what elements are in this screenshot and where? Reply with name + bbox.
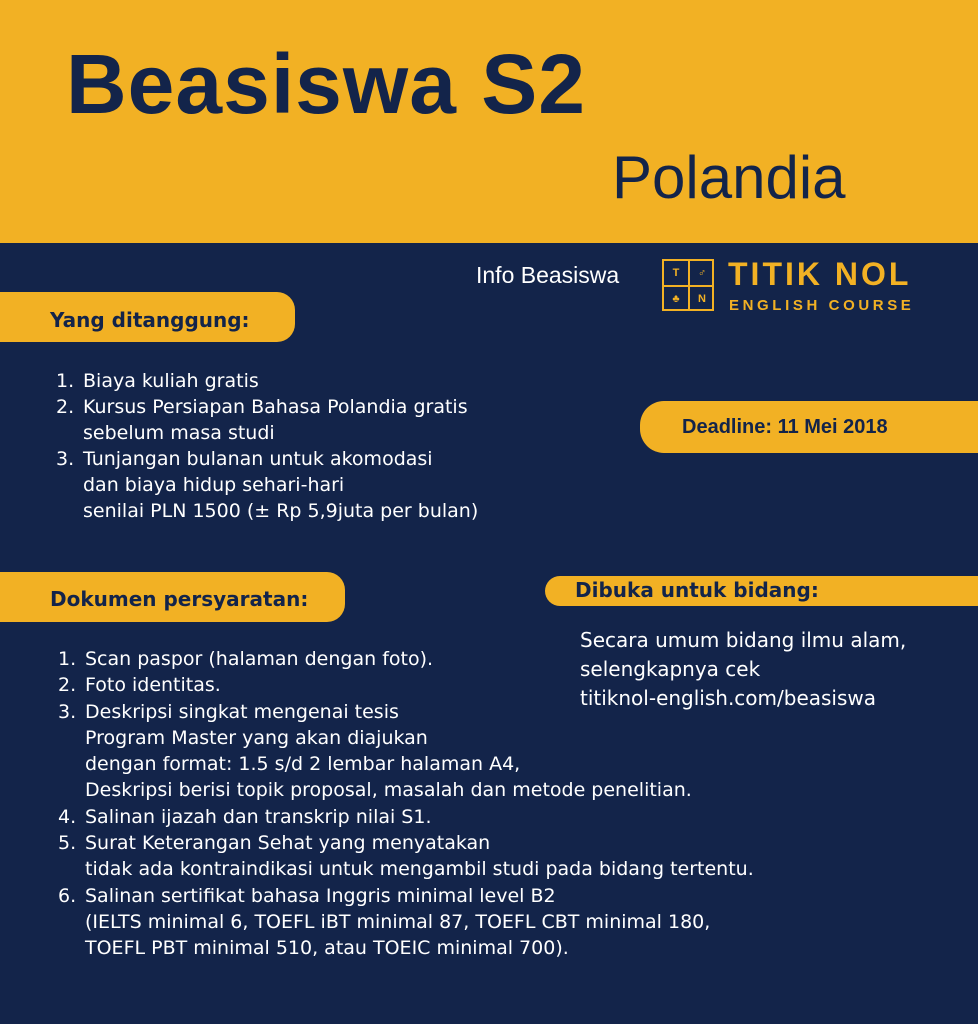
list-item-number: 1. bbox=[58, 648, 77, 670]
list-item-text: Kursus Persiapan Bahasa Polandia gratis bbox=[83, 396, 468, 418]
list-item bbox=[58, 804, 754, 830]
deadline-badge: Deadline: 11 Mei 2018 bbox=[640, 401, 978, 453]
list-item-text: Tunjangan bulanan untuk akomodasi bbox=[83, 448, 433, 470]
dokumen-heading: Dokumen persyaratan: bbox=[0, 572, 345, 622]
logo-cell: ♣ bbox=[672, 293, 680, 305]
list-item-number: 2. bbox=[56, 396, 75, 418]
list-item-text: Foto identitas. bbox=[85, 674, 221, 697]
list-item-continuation: (IELTS minimal 6, TOEFL iBT minimal 87, TOEFL CBT minimal 180, bbox=[85, 910, 711, 933]
bidang-line: titiknol-english.com/beasiswa bbox=[580, 686, 877, 710]
page-title: Beasiswa S2 bbox=[66, 37, 587, 131]
logo-cell: T bbox=[672, 267, 680, 279]
list-item bbox=[56, 446, 478, 472]
list-item-continuation: dan biaya hidup sehari-hari bbox=[83, 474, 345, 496]
list-item-number: 3. bbox=[58, 700, 77, 723]
list-item-continuation: dengan format: 1.5 s/d 2 lembar halaman A4, bbox=[85, 753, 521, 776]
bidang-heading: Dibuka untuk bidang: bbox=[545, 576, 978, 606]
list-item-number: 5. bbox=[58, 832, 77, 855]
list-item-text: Surat Keterangan Sehat yang menyatakan bbox=[85, 832, 491, 855]
list-item-number: 3. bbox=[56, 448, 75, 470]
page-subtitle: Polandia bbox=[612, 144, 846, 211]
list-item-text: Deskripsi singkat mengenai tesis bbox=[85, 700, 399, 723]
list-item bbox=[58, 883, 754, 909]
list-item-number: 6. bbox=[58, 884, 77, 907]
list-item-text: Scan paspor (halaman dengan foto). bbox=[85, 648, 434, 670]
list-item bbox=[58, 672, 754, 698]
list-item-continuation: sebelum masa studi bbox=[83, 422, 275, 444]
list-item-continuation: TOEFL PBT minimal 510, atau TOEIC minimal 700). bbox=[85, 937, 569, 960]
bidang-line: Secara umum bidang ilmu alam, bbox=[580, 628, 907, 652]
brand-tagline: ENGLISH COURSE bbox=[729, 297, 915, 314]
brand-name: TITIK NOL bbox=[728, 256, 912, 292]
ditanggung-list bbox=[56, 368, 478, 524]
list-item-continuation: senilai PLN 1500 (± Rp 5,9juta per bulan) bbox=[83, 500, 479, 522]
list-item-continuation: tidak ada kontraindikasi untuk mengambil studi pada bidang tertentu. bbox=[85, 858, 754, 881]
ditanggung-heading: Yang ditanggung: bbox=[0, 292, 295, 342]
dokumen-list bbox=[58, 646, 754, 962]
list-item-number: 1. bbox=[56, 370, 75, 392]
list-item bbox=[58, 699, 754, 725]
list-item-continuation: Deskripsi berisi topik proposal, masalah dan metode penelitian. bbox=[85, 779, 692, 802]
info-label: Info Beasiswa bbox=[476, 262, 620, 288]
logo-cell: ♂ bbox=[697, 267, 707, 279]
list-item-text: Salinan ijazah dan transkrip nilai S1. bbox=[85, 805, 432, 828]
header-banner bbox=[0, 0, 978, 243]
list-item bbox=[56, 368, 478, 394]
list-item-number: 4. bbox=[58, 805, 77, 828]
list-item-number: 2. bbox=[58, 674, 77, 697]
logo-cell: N bbox=[698, 293, 706, 305]
list-item-continuation: Program Master yang akan diajukan bbox=[85, 726, 428, 749]
logo-icon bbox=[662, 259, 714, 311]
list-item bbox=[56, 394, 478, 420]
list-item bbox=[58, 830, 754, 856]
list-item-text: Biaya kuliah gratis bbox=[83, 370, 259, 392]
list-item-text: Salinan sertifikat bahasa Inggris minimal level B2 bbox=[85, 884, 556, 907]
bidang-line: selengkapnya cek bbox=[580, 657, 761, 681]
list-item bbox=[58, 646, 754, 672]
